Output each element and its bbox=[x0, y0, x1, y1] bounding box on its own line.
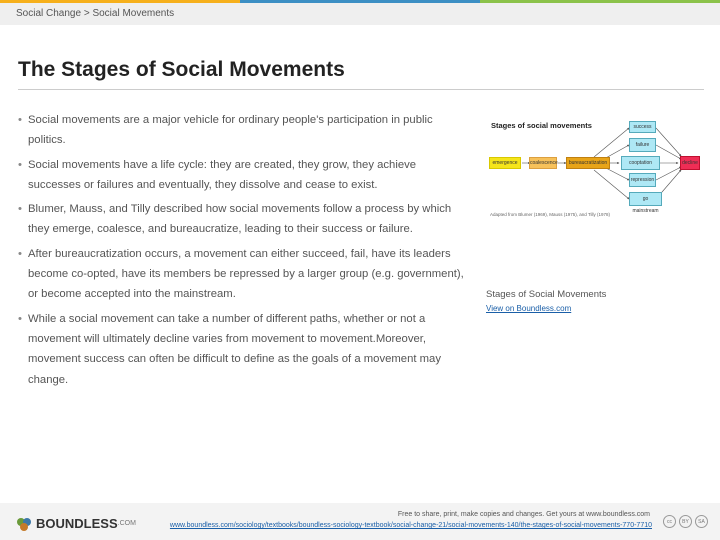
license-text: Free to share, print, make copies and changes. Get yours at www.boundless.com bbox=[397, 511, 650, 518]
box-cooptation: cooptation bbox=[621, 156, 660, 170]
box-success: success bbox=[629, 121, 656, 133]
bullet-item: • Social movements are a major vehicle for ordinary people's participation in public politics. bbox=[18, 110, 466, 151]
logo-icon bbox=[16, 517, 32, 531]
breadcrumb: Social Change > Social Movements bbox=[16, 8, 175, 19]
diagram-caption: Adapted from Blumer (1969), Mauss (1975), and Tilly (1978) bbox=[490, 212, 611, 217]
diagram-title: Stages of social movements bbox=[491, 121, 592, 130]
title-divider bbox=[18, 89, 704, 90]
logo-suffix: .COM bbox=[117, 520, 136, 527]
cc-icon: cc bbox=[663, 515, 676, 528]
figure-caption: Stages of Social Movements bbox=[486, 289, 607, 300]
page-title: The Stages of Social Movements bbox=[18, 58, 345, 81]
view-on-boundless-link[interactable]: View on Boundless.com bbox=[486, 304, 572, 313]
header bbox=[0, 3, 720, 25]
footer bbox=[0, 503, 720, 540]
bullet-item: • Social movements have a life cycle: they are created, they grow, they achieve successes or failures and eventually, they dissolve and cease to exist. bbox=[18, 155, 466, 196]
source-url-link[interactable]: www.boundless.com/sociology/textbooks/boundless-sociology-textbook/social-change-21/social-movements-140/the-stages-of-social-movements-770-7710 bbox=[169, 522, 652, 529]
box-decline: decline bbox=[680, 156, 700, 170]
logo-text: BOUNDLESS bbox=[36, 516, 118, 531]
box-emergence: emergence bbox=[489, 157, 521, 169]
box-failure: failure bbox=[629, 138, 656, 152]
box-coalescence: coalescence bbox=[529, 157, 557, 169]
cc-license-badge bbox=[663, 515, 708, 528]
stages-diagram bbox=[484, 110, 700, 225]
bullet-item: • Blumer, Mauss, and Tilly described how social movements follow a process by which they emerge, coalesce, and bureaucratize, leading to their success or failure. bbox=[18, 199, 466, 240]
box-bureaucratization: bureaucratization bbox=[566, 157, 610, 169]
by-icon: BY bbox=[679, 515, 692, 528]
bullet-item: • While a social movement can take a number of different paths, whether or not a movement will ultimately decline varies from movement to movement.Moreover, movement success can often be difficult to define as the goals of a movement may change. bbox=[18, 309, 466, 390]
box-repression: repression bbox=[629, 173, 656, 187]
bullet-item: • After bureaucratization occurs, a movement can either succeed, fail, have its leaders become co-opted, have its members be repressed by a larger group (e.g. government), or become accepted into the mainstream. bbox=[18, 244, 466, 305]
bullet-list bbox=[18, 110, 466, 394]
sa-icon: SA bbox=[695, 515, 708, 528]
box-go-mainstream: go mainstream bbox=[629, 192, 662, 206]
boundless-logo bbox=[16, 516, 136, 531]
